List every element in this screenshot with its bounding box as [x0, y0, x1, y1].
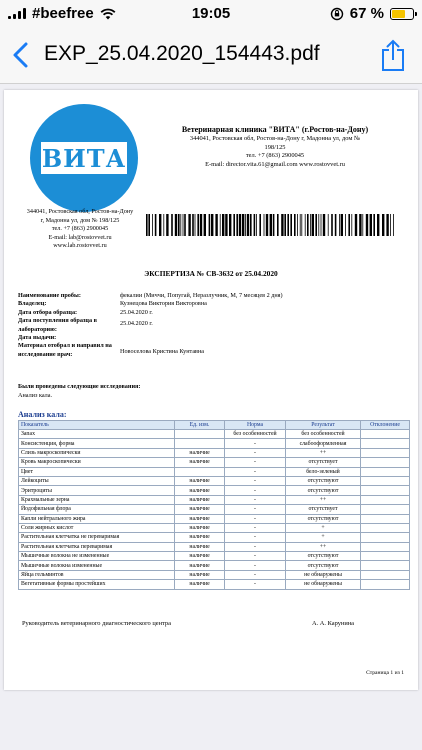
table-row — [19, 580, 410, 589]
table-row — [19, 542, 410, 551]
table-cell — [175, 467, 225, 476]
table-cell: Яйца гельминтов — [19, 570, 175, 579]
table-cell: - — [225, 458, 286, 467]
table-cell: наличие — [175, 523, 225, 532]
table-row — [19, 495, 410, 504]
status-right — [330, 5, 414, 22]
table-row — [19, 533, 410, 542]
table-cell: Мышечные волокна измененные — [19, 561, 175, 570]
table-cell: наличие — [175, 570, 225, 579]
table-row — [19, 505, 410, 514]
table-cell: Кровь макроскопически — [19, 458, 175, 467]
table-cell — [361, 561, 410, 570]
clinic-name: Ветеринарная клиника "ВИТА" (г.Ростов-на-Дону) — [181, 125, 369, 134]
table-cell: - — [225, 552, 286, 561]
table-cell: наличие — [175, 476, 225, 485]
barcode — [146, 214, 398, 236]
field-row — [18, 300, 408, 308]
table-cell: не обнаружены — [286, 580, 361, 589]
pdf-page[interactable] — [4, 90, 418, 690]
field-row — [18, 334, 408, 342]
field-label: Владелец: — [18, 300, 47, 308]
table-cell: без особенностей — [286, 430, 361, 439]
table-cell: Цвет — [19, 467, 175, 476]
table-row — [19, 458, 410, 467]
table-cell: наличие — [175, 448, 225, 457]
table-cell: - — [225, 533, 286, 542]
column-header: Ед. изм. — [175, 421, 225, 430]
clinic-info — [144, 124, 406, 169]
table-cell: Вегетативные формы простейших — [19, 580, 175, 589]
table-cell: - — [225, 439, 286, 448]
field-label: Дата поступления образца в лабораторию: — [18, 317, 97, 333]
field-value: фекалии (Миччи, Попугай, Неразлучник, М, 7 месяцев 2 дня) — [120, 292, 283, 299]
table-cell: не обнаружены — [286, 570, 361, 579]
column-header: Результат — [286, 421, 361, 430]
table-cell: - — [225, 570, 286, 579]
table-cell: наличие — [175, 458, 225, 467]
table-cell — [361, 580, 410, 589]
field-value — [120, 334, 408, 342]
table-row — [19, 430, 410, 439]
field-row — [18, 309, 408, 317]
table-cell — [361, 533, 410, 542]
clinic-address-2: 198/125 — [264, 143, 286, 151]
table-cell: наличие — [175, 495, 225, 504]
table-cell: - — [225, 505, 286, 514]
table-row — [19, 514, 410, 523]
table-cell — [361, 514, 410, 523]
table-cell: - — [225, 514, 286, 523]
share-icon — [380, 38, 406, 72]
table-cell: Запах — [19, 430, 175, 439]
table-cell — [361, 486, 410, 495]
expertise-title: ЭКСПЕРТИЗА № СВ-3632 от 25.04.2020 — [144, 269, 278, 278]
lab-address-1: 344041, Ростовская обл, Ростов-на-Дону — [26, 208, 134, 215]
table-cell: Слизь макроскопически — [19, 448, 175, 457]
studies-value: Анализ кала. — [18, 391, 53, 399]
signature-name: А. А. Карунина — [311, 620, 354, 627]
table-cell — [361, 458, 410, 467]
table-cell — [175, 439, 225, 448]
table-cell: - — [225, 523, 286, 532]
table-cell — [361, 430, 410, 439]
table-cell: - — [225, 542, 286, 551]
clinic-address: 344041, Ростовская обл, Ростов-на-Дону г, Мадонна ул, дом № — [189, 135, 361, 142]
field-value: 25.04.2020 г. — [120, 308, 153, 316]
table-cell: наличие — [175, 505, 225, 514]
table-cell: ++ — [286, 495, 361, 504]
battery-icon — [390, 8, 414, 20]
table-cell: Эритроциты — [19, 486, 175, 495]
table-cell: - — [225, 467, 286, 476]
table-cell: наличие — [175, 533, 225, 542]
clinic-logo — [30, 104, 138, 212]
table-cell: наличие — [175, 486, 225, 495]
table-row — [19, 561, 410, 570]
lab-site: www.lab.rostovvet.ru — [53, 242, 107, 250]
field-label: Наименование пробы: — [18, 292, 81, 299]
table-cell: отсутствуют — [286, 486, 361, 495]
table-cell: Лейкоциты — [19, 476, 175, 485]
table-row — [19, 570, 410, 579]
document-title: EXP_25.04.2020_154443.pdf — [44, 42, 320, 65]
table-cell: отсутствуют — [286, 561, 361, 570]
field-label: Дата отбора образца: — [18, 308, 78, 316]
table-cell — [361, 552, 410, 561]
table-cell — [361, 495, 410, 504]
table-cell: ++ — [286, 542, 361, 551]
table-cell: Капли нейтрального жира — [19, 514, 175, 523]
table-header-row — [19, 421, 410, 430]
column-header: Показатель — [19, 421, 175, 430]
table-cell: Консистенция, форма — [19, 439, 175, 448]
table-cell — [361, 542, 410, 551]
table-row — [19, 439, 410, 448]
field-row — [18, 342, 408, 359]
results-body — [19, 430, 410, 590]
table-cell: - — [225, 448, 286, 457]
table-row — [19, 467, 410, 476]
table-cell — [361, 505, 410, 514]
table-cell — [361, 523, 410, 532]
table-cell: Соли жирных кислот — [19, 523, 175, 532]
table-cell: Растительная клетчатка не переваримая — [19, 533, 175, 542]
field-row — [18, 292, 408, 300]
table-row — [19, 552, 410, 561]
logo-text: ВИТА — [41, 143, 127, 173]
status-time: 19:05 — [191, 5, 231, 22]
table-cell — [361, 448, 410, 457]
table-cell: - — [225, 561, 286, 570]
field-row — [18, 317, 408, 334]
carrier-name: #beefree — [32, 5, 94, 22]
results-table — [18, 420, 410, 590]
table-cell: слабооформленная — [286, 439, 361, 448]
table-cell — [361, 439, 410, 448]
table-cell: отсутствуют — [286, 476, 361, 485]
table-cell: - — [225, 486, 286, 495]
table-cell: наличие — [175, 514, 225, 523]
table-cell: отсутствует — [286, 458, 361, 467]
field-value: 25.04.2020 г. — [120, 320, 153, 328]
table-cell: без особенностей — [225, 430, 286, 439]
column-header: Норма — [225, 421, 286, 430]
table-cell: - — [225, 580, 286, 589]
table-cell: Мышечные волокна не измененные — [19, 552, 175, 561]
table-cell: Крахмальные зерна — [19, 495, 175, 504]
table-cell: наличие — [175, 552, 225, 561]
table-cell: + — [286, 533, 361, 542]
table-cell: - — [225, 495, 286, 504]
field-value: Кузнецова Виктория Викторовна — [120, 300, 207, 308]
table-cell: Растительная клетчатка переваримая — [19, 542, 175, 551]
table-cell: наличие — [175, 542, 225, 551]
back-button[interactable] — [10, 40, 34, 70]
signature-role: Руководитель ветеринарного диагностического центра — [22, 620, 171, 627]
orientation-lock-icon — [330, 7, 344, 21]
table-cell: Йодофильная флора — [19, 505, 175, 514]
sample-fields — [18, 292, 408, 359]
chevron-left-icon — [10, 40, 34, 70]
table-cell: отсутствуют — [286, 514, 361, 523]
field-label: Материал отобрал и направил на исследование врач: — [18, 342, 112, 358]
page-number: Страница 1 из 1 — [366, 670, 404, 676]
nav-bar — [0, 28, 422, 84]
table-cell: отсутствуют — [286, 552, 361, 561]
table-cell — [361, 467, 410, 476]
section-title: Анализ кала: — [18, 410, 67, 419]
clinic-phone: тел. +7 (863) 2900045 — [245, 152, 305, 160]
table-cell — [361, 570, 410, 579]
lab-phone: тел. +7 (863) 2900045 — [51, 225, 109, 233]
table-cell: ++ — [286, 448, 361, 457]
status-bar — [0, 0, 422, 28]
field-value: Новоселова Кристина Кунтавна — [120, 348, 205, 356]
table-cell — [361, 476, 410, 485]
battery-percent: 67 % — [349, 5, 384, 22]
table-cell: - — [225, 476, 286, 485]
table-cell: наличие — [175, 561, 225, 570]
signature-line — [22, 620, 354, 627]
table-row — [19, 448, 410, 457]
table-cell — [175, 430, 225, 439]
table-cell: наличие — [175, 580, 225, 589]
table-cell: бело-зеленый — [286, 467, 361, 476]
table-row — [19, 486, 410, 495]
table-row — [19, 476, 410, 485]
column-header: Отклонение — [361, 421, 410, 430]
lab-info — [16, 208, 144, 251]
studies-block — [18, 383, 140, 400]
clinic-email: E-mail: director.vita.61@gmail.com www.rostovvet.ru — [205, 160, 345, 168]
field-label: Дата выдачи: — [18, 334, 57, 342]
table-cell: + — [286, 523, 361, 532]
table-row — [19, 523, 410, 532]
table-cell: отсутствует — [286, 505, 361, 514]
studies-heading: Были проведены следующие исследования: — [18, 383, 141, 390]
lab-email: E-mail: lab@rostovvet.ru — [48, 233, 112, 241]
share-button[interactable] — [380, 38, 406, 72]
lab-address-2: г, Мадонна ул, дом № 198/125 — [40, 216, 120, 224]
